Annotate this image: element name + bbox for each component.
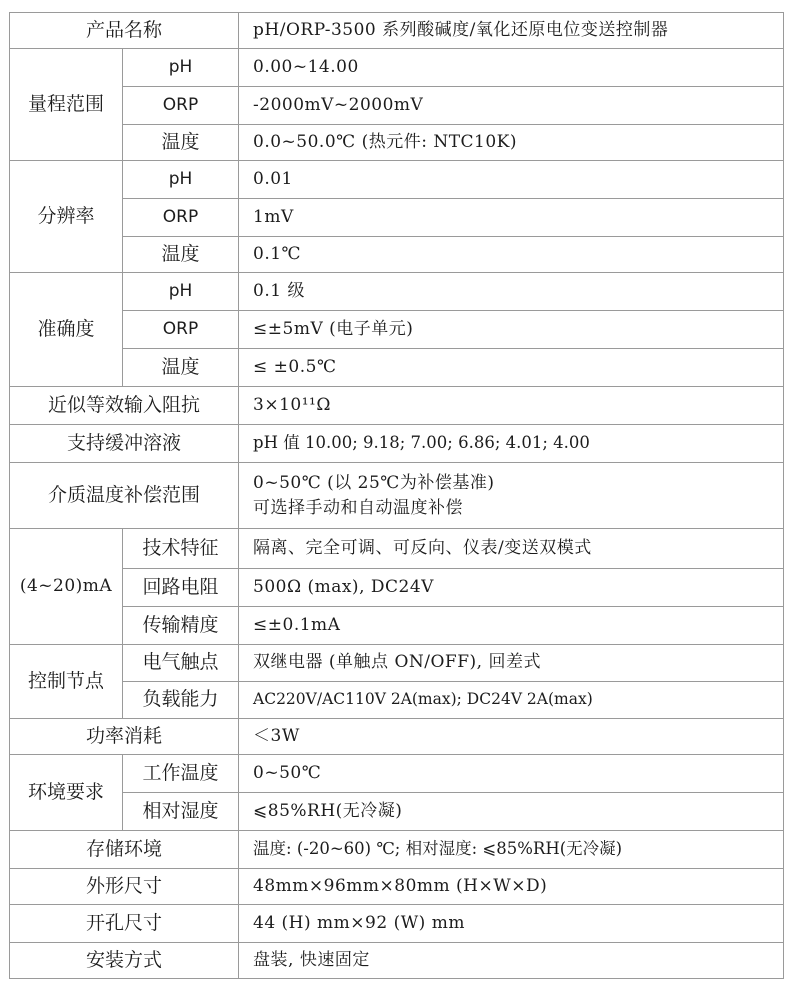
table-row <box>10 607 784 645</box>
row-label-mounting: 安装方式 <box>10 943 239 979</box>
table-row <box>10 199 784 237</box>
row-label-dimensions: 外形尺寸 <box>10 869 239 905</box>
sub-label: 回路电阻 <box>123 569 239 607</box>
sub-label: 技术特征 <box>123 529 239 569</box>
row-value: 双继电器 (单触点 ON/OFF), 回差式 <box>239 645 784 682</box>
row-value: 0.1℃ <box>239 237 784 273</box>
sub-label: 负载能力 <box>123 682 239 719</box>
sub-label: 相对湿度 <box>123 793 239 831</box>
row-value: 0.00~14.00 <box>239 49 784 87</box>
table-row <box>10 943 784 979</box>
row-value: 0.01 <box>239 161 784 199</box>
temp-comp-line-1: 0~50℃ (以 25℃为补偿基准) <box>253 472 495 493</box>
table-row <box>10 793 784 831</box>
sub-label: 温度 <box>123 125 239 161</box>
table-row <box>10 387 784 425</box>
row-value: 500Ω (max), DC24V <box>239 569 784 607</box>
sub-label: pH <box>123 273 239 311</box>
sub-label: 电气触点 <box>123 645 239 682</box>
spec-table <box>9 12 784 979</box>
row-value: ≤±0.1mA <box>239 607 784 645</box>
table-row <box>10 311 784 349</box>
row-value: ≤ ±0.5℃ <box>239 349 784 387</box>
row-value-dimensions: 48mm×96mm×80mm (H×W×D) <box>239 869 784 905</box>
row-value-input-impedance: 3×10¹¹Ω <box>239 387 784 425</box>
row-value-temp-comp <box>239 463 784 529</box>
group-label-resolution: 分辨率 <box>10 161 123 273</box>
sub-label: 温度 <box>123 237 239 273</box>
table-row <box>10 125 784 161</box>
sub-label: ORP <box>123 311 239 349</box>
sub-label: 传输精度 <box>123 607 239 645</box>
group-label-control: 控制节点 <box>10 645 123 719</box>
row-value-buffer: pH 值 10.00; 9.18; 7.00; 6.86; 4.01; 4.00 <box>239 425 784 463</box>
row-label-temp-comp: 介质温度补偿范围 <box>10 463 239 529</box>
row-label-power: 功率消耗 <box>10 719 239 755</box>
row-value: 隔离、完全可调、可反向、仪表/变送双模式 <box>239 529 784 569</box>
table-row <box>10 831 784 869</box>
row-value: ⩽85%RH(无冷凝) <box>239 793 784 831</box>
table-row <box>10 161 784 199</box>
table-row <box>10 13 784 49</box>
row-value-mounting: 盘装, 快速固定 <box>239 943 784 979</box>
table-row <box>10 349 784 387</box>
row-value: 1mV <box>239 199 784 237</box>
row-label-input-impedance: 近似等效输入阻抗 <box>10 387 239 425</box>
row-label-storage: 存储环境 <box>10 831 239 869</box>
row-value: AC220V/AC110V 2A(max); DC24V 2A(max) <box>239 682 784 719</box>
table-row <box>10 529 784 569</box>
sub-label: pH <box>123 49 239 87</box>
row-value: 0.0~50.0℃ (热元件: NTC10K) <box>239 125 784 161</box>
group-label-accuracy: 准确度 <box>10 273 123 387</box>
sub-label: 温度 <box>123 349 239 387</box>
table-row <box>10 463 784 529</box>
row-label-product-name: 产品名称 <box>10 13 239 49</box>
table-row <box>10 682 784 719</box>
row-value: 0~50℃ <box>239 755 784 793</box>
table-row <box>10 425 784 463</box>
table-row <box>10 645 784 682</box>
table-row <box>10 755 784 793</box>
table-row <box>10 905 784 943</box>
table-row <box>10 869 784 905</box>
table-row <box>10 87 784 125</box>
row-value-storage: 温度: (-20~60) ℃; 相对湿度: ⩽85%RH(无冷凝) <box>239 831 784 869</box>
sub-label: ORP <box>123 199 239 237</box>
group-label-current-output: (4~20)mA <box>10 529 123 645</box>
temp-comp-line-2: 可选择手动和自动温度补偿 <box>253 497 464 518</box>
table-row <box>10 719 784 755</box>
row-value: -2000mV~2000mV <box>239 87 784 125</box>
row-value-power: ＜3W <box>239 719 784 755</box>
row-value-cutout: 44 (H) mm×92 (W) mm <box>239 905 784 943</box>
group-label-range: 量程范围 <box>10 49 123 161</box>
sub-label: pH <box>123 161 239 199</box>
row-label-cutout: 开孔尺寸 <box>10 905 239 943</box>
table-row <box>10 569 784 607</box>
table-row <box>10 273 784 311</box>
sub-label: ORP <box>123 87 239 125</box>
group-label-environment: 环境要求 <box>10 755 123 831</box>
row-value-product-name: pH/ORP-3500 系列酸碱度/氧化还原电位变送控制器 <box>239 13 784 49</box>
table-row <box>10 237 784 273</box>
sub-label: 工作温度 <box>123 755 239 793</box>
row-value: 0.1 级 <box>239 273 784 311</box>
row-label-buffer: 支持缓冲溶液 <box>10 425 239 463</box>
row-value: ≤±5mV (电子单元) <box>239 311 784 349</box>
table-row <box>10 49 784 87</box>
